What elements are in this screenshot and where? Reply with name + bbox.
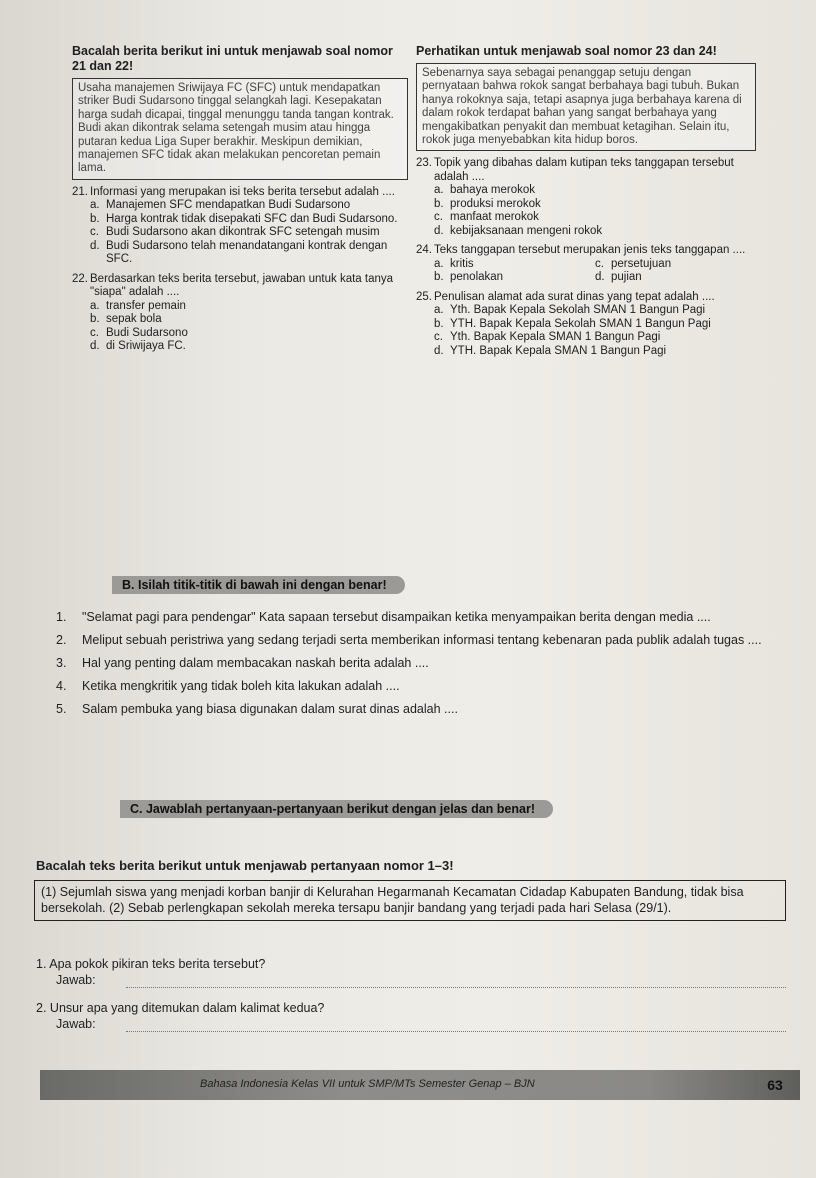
option-d[interactable]: d. di Sriwijaya FC. <box>90 340 186 353</box>
question-22: 22. Berdasarkan teks berita tersebut, jawaban untuk kata tanya "siapa" adalah .... a. transfer pemain b. sepak bola c. Budi Sudarsono d. di Sriwijaya FC. <box>72 273 408 354</box>
list-item: 5. Salam pembuka yang biasa digunakan dalam surat dinas adalah .... <box>56 702 458 716</box>
answer-label: Jawab: <box>56 1017 96 1031</box>
question-21: 21. Informasi yang merupakan isi teks berita tersebut adalah .... a. Manajemen SFC mendapatkan Budi Sudarsono b. Harga kontrak tidak disepakati SFC dan Budi Sudarsono. c. Budi Sudarsono akan dikontrak SFC setengah musim d. Budi Sudarsono telah menandatangani kontrak dengan SFC. <box>72 186 408 267</box>
section-c-passage: (1) Sejumlah siswa yang menjadi korban banjir di Kelurahan Hegarmanah Kecamatan Cidadap Kabupaten Bandung, tidak bisa bersekolah. (2) Sebab perlengkapan sekolah mereka tersapu banjir bandang yang terjadi pada hari Selasa (29/1). <box>34 880 786 921</box>
section-b-list <box>56 610 776 725</box>
option-c[interactable]: c. Budi Sudarsono akan dikontrak SFC setengah musim <box>90 226 380 239</box>
list-item: 2. Meliput sebuah peristriwa yang sedang terjadi serta memberikan informasi tentang kebenaran pada publik adalah tugas .... <box>56 633 762 647</box>
question-stem: Berdasarkan teks berita tersebut, jawaban untuk kata tanya "siapa" adalah .... <box>90 272 394 299</box>
option-c[interactable]: c. Budi Sudarsono <box>90 326 188 339</box>
option-b[interactable]: b. Harga kontrak tidak disepakati SFC dan Budi Sudarsono. <box>90 212 398 225</box>
question-24: 24. Teks tanggapan tersebut merupakan jenis teks tanggapan .... a. kritis c. persetujuan b. penolakan d. pujian <box>416 244 756 285</box>
option-c[interactable]: c. persetujuan <box>595 257 672 270</box>
option-a[interactable]: a. Yth. Bapak Kepala Sekolah SMAN 1 Bangun Pagi <box>434 304 706 317</box>
right-column <box>416 44 756 358</box>
right-passage: Sebenarnya saya sebagai penanggap setuju dengan pernyataan bahwa rokok sangat berbahaya bagi tubuh. Bukan hanya rokoknya saja, tetapi asapnya juga berbahaya karena di dalam rokok terdapat bahan yang sangat berbahaya yang mengakibatkan penyakit dan membuat ketagihan. Selain itu, rokok juga menyebabkan kita hidup boros. <box>416 63 756 151</box>
answer-label: Jawab: <box>56 973 96 987</box>
list-item: 1. "Selamat pagi para pendengar" Kata sapaan tersebut disampaikan ketika menyampaikan berita dengan media .... <box>56 610 711 624</box>
essay-question-2: 2. Unsur apa yang ditemukan dalam kalimat kedua? Jawab: <box>36 1000 786 1032</box>
option-d[interactable]: d. pujian <box>595 271 642 284</box>
right-intro: Perhatikan untuk menjawab soal nomor 23 dan 24! <box>416 44 717 58</box>
page-number: 63 <box>767 1077 783 1093</box>
question-25: 25. Penulisan alamat ada surat dinas yang tepat adalah .... a. Yth. Bapak Kepala Sekolah SMAN 1 Bangun Pagi b. YTH. Bapak Kepala Sekolah SMAN 1 Bangun Pagi c. Yth. Bapak Kepala SMAN 1 Bangun Pagi d. YTH. Bapak Kepala SMAN 1 Bangun Pagi <box>416 291 756 359</box>
left-intro: Bacalah berita berikut ini untuk menjawab soal nomor 21 dan 22! <box>72 44 393 73</box>
left-column <box>72 44 408 354</box>
option-a[interactable]: a. Manajemen SFC mendapatkan Budi Sudarsono <box>90 199 351 212</box>
question-23: 23. Topik yang dibahas dalam kutipan teks tanggapan tersebut adalah .... a. bahaya merokok b. produksi merokok c. manfaat merokok d. kebijaksanaan mengeni rokok <box>416 157 756 238</box>
answer-line[interactable] <box>126 1019 786 1032</box>
list-item: 3. Hal yang penting dalam membacakan naskah berita adalah .... <box>56 656 429 670</box>
left-passage: Usaha manajemen Sriwijaya FC (SFC) untuk mendapatkan striker Budi Sudarsono tinggal selangkah lagi. Kesepakatan harga sudah dicapai, tinggal menunggu tanda tangan kontrak. Budi akan dikontrak selama setengah musim atau hingga putaran kedua Liga Super berakhir. Meskipun demikian, manajemen SFC tidak akan melakukan pencoretan pemain lama. <box>72 78 408 180</box>
question-stem: Penulisan alamat ada surat dinas yang tepat adalah .... <box>434 290 715 303</box>
option-a[interactable]: a. kritis <box>434 257 474 270</box>
option-d[interactable]: d. Budi Sudarsono telah menandatangani kontrak dengan SFC. <box>90 239 388 266</box>
option-d[interactable]: d. YTH. Bapak Kepala SMAN 1 Bangun Pagi <box>434 344 667 357</box>
option-b[interactable]: b. YTH. Bapak Kepala Sekolah SMAN 1 Bangun Pagi <box>434 317 711 330</box>
section-c-title: C. Jawablah pertanyaan-pertanyaan berikut dengan jelas dan benar! <box>120 800 553 818</box>
answer-line[interactable] <box>126 975 786 988</box>
option-d[interactable]: d. kebijaksanaan mengeni rokok <box>434 224 603 237</box>
option-b[interactable]: b. sepak bola <box>90 313 162 326</box>
section-b-title: B. Isilah titik-titik di bawah ini dengan benar! <box>112 576 405 594</box>
question-stem: Informasi yang merupakan isi teks berita tersebut adalah .... <box>90 185 395 198</box>
essay-question-1: 1. Apa pokok pikiran teks berita tersebut? Jawab: <box>36 956 786 988</box>
list-item: 4. Ketika mengkritik yang tidak boleh kita lakukan adalah .... <box>56 679 400 693</box>
option-b[interactable]: b. penolakan <box>434 271 504 284</box>
option-c[interactable]: c. Yth. Bapak Kepala SMAN 1 Bangun Pagi <box>434 331 661 344</box>
section-c-intro: Bacalah teks berita berikut untuk menjawab pertanyaan nomor 1–3! <box>36 858 454 873</box>
option-a[interactable]: a. transfer pemain <box>90 299 186 312</box>
question-stem: Teks tanggapan tersebut merupakan jenis teks tanggapan .... <box>434 244 746 257</box>
option-b[interactable]: b. produksi merokok <box>434 197 541 210</box>
option-c[interactable]: c. manfaat merokok <box>434 211 539 224</box>
footer-text: Bahasa Indonesia Kelas VII untuk SMP/MTs Semester Genap – BJN <box>200 1078 535 1090</box>
option-a[interactable]: a. bahaya merokok <box>434 184 536 197</box>
question-stem: Topik yang dibahas dalam kutipan teks tanggapan tersebut adalah .... <box>434 157 734 183</box>
